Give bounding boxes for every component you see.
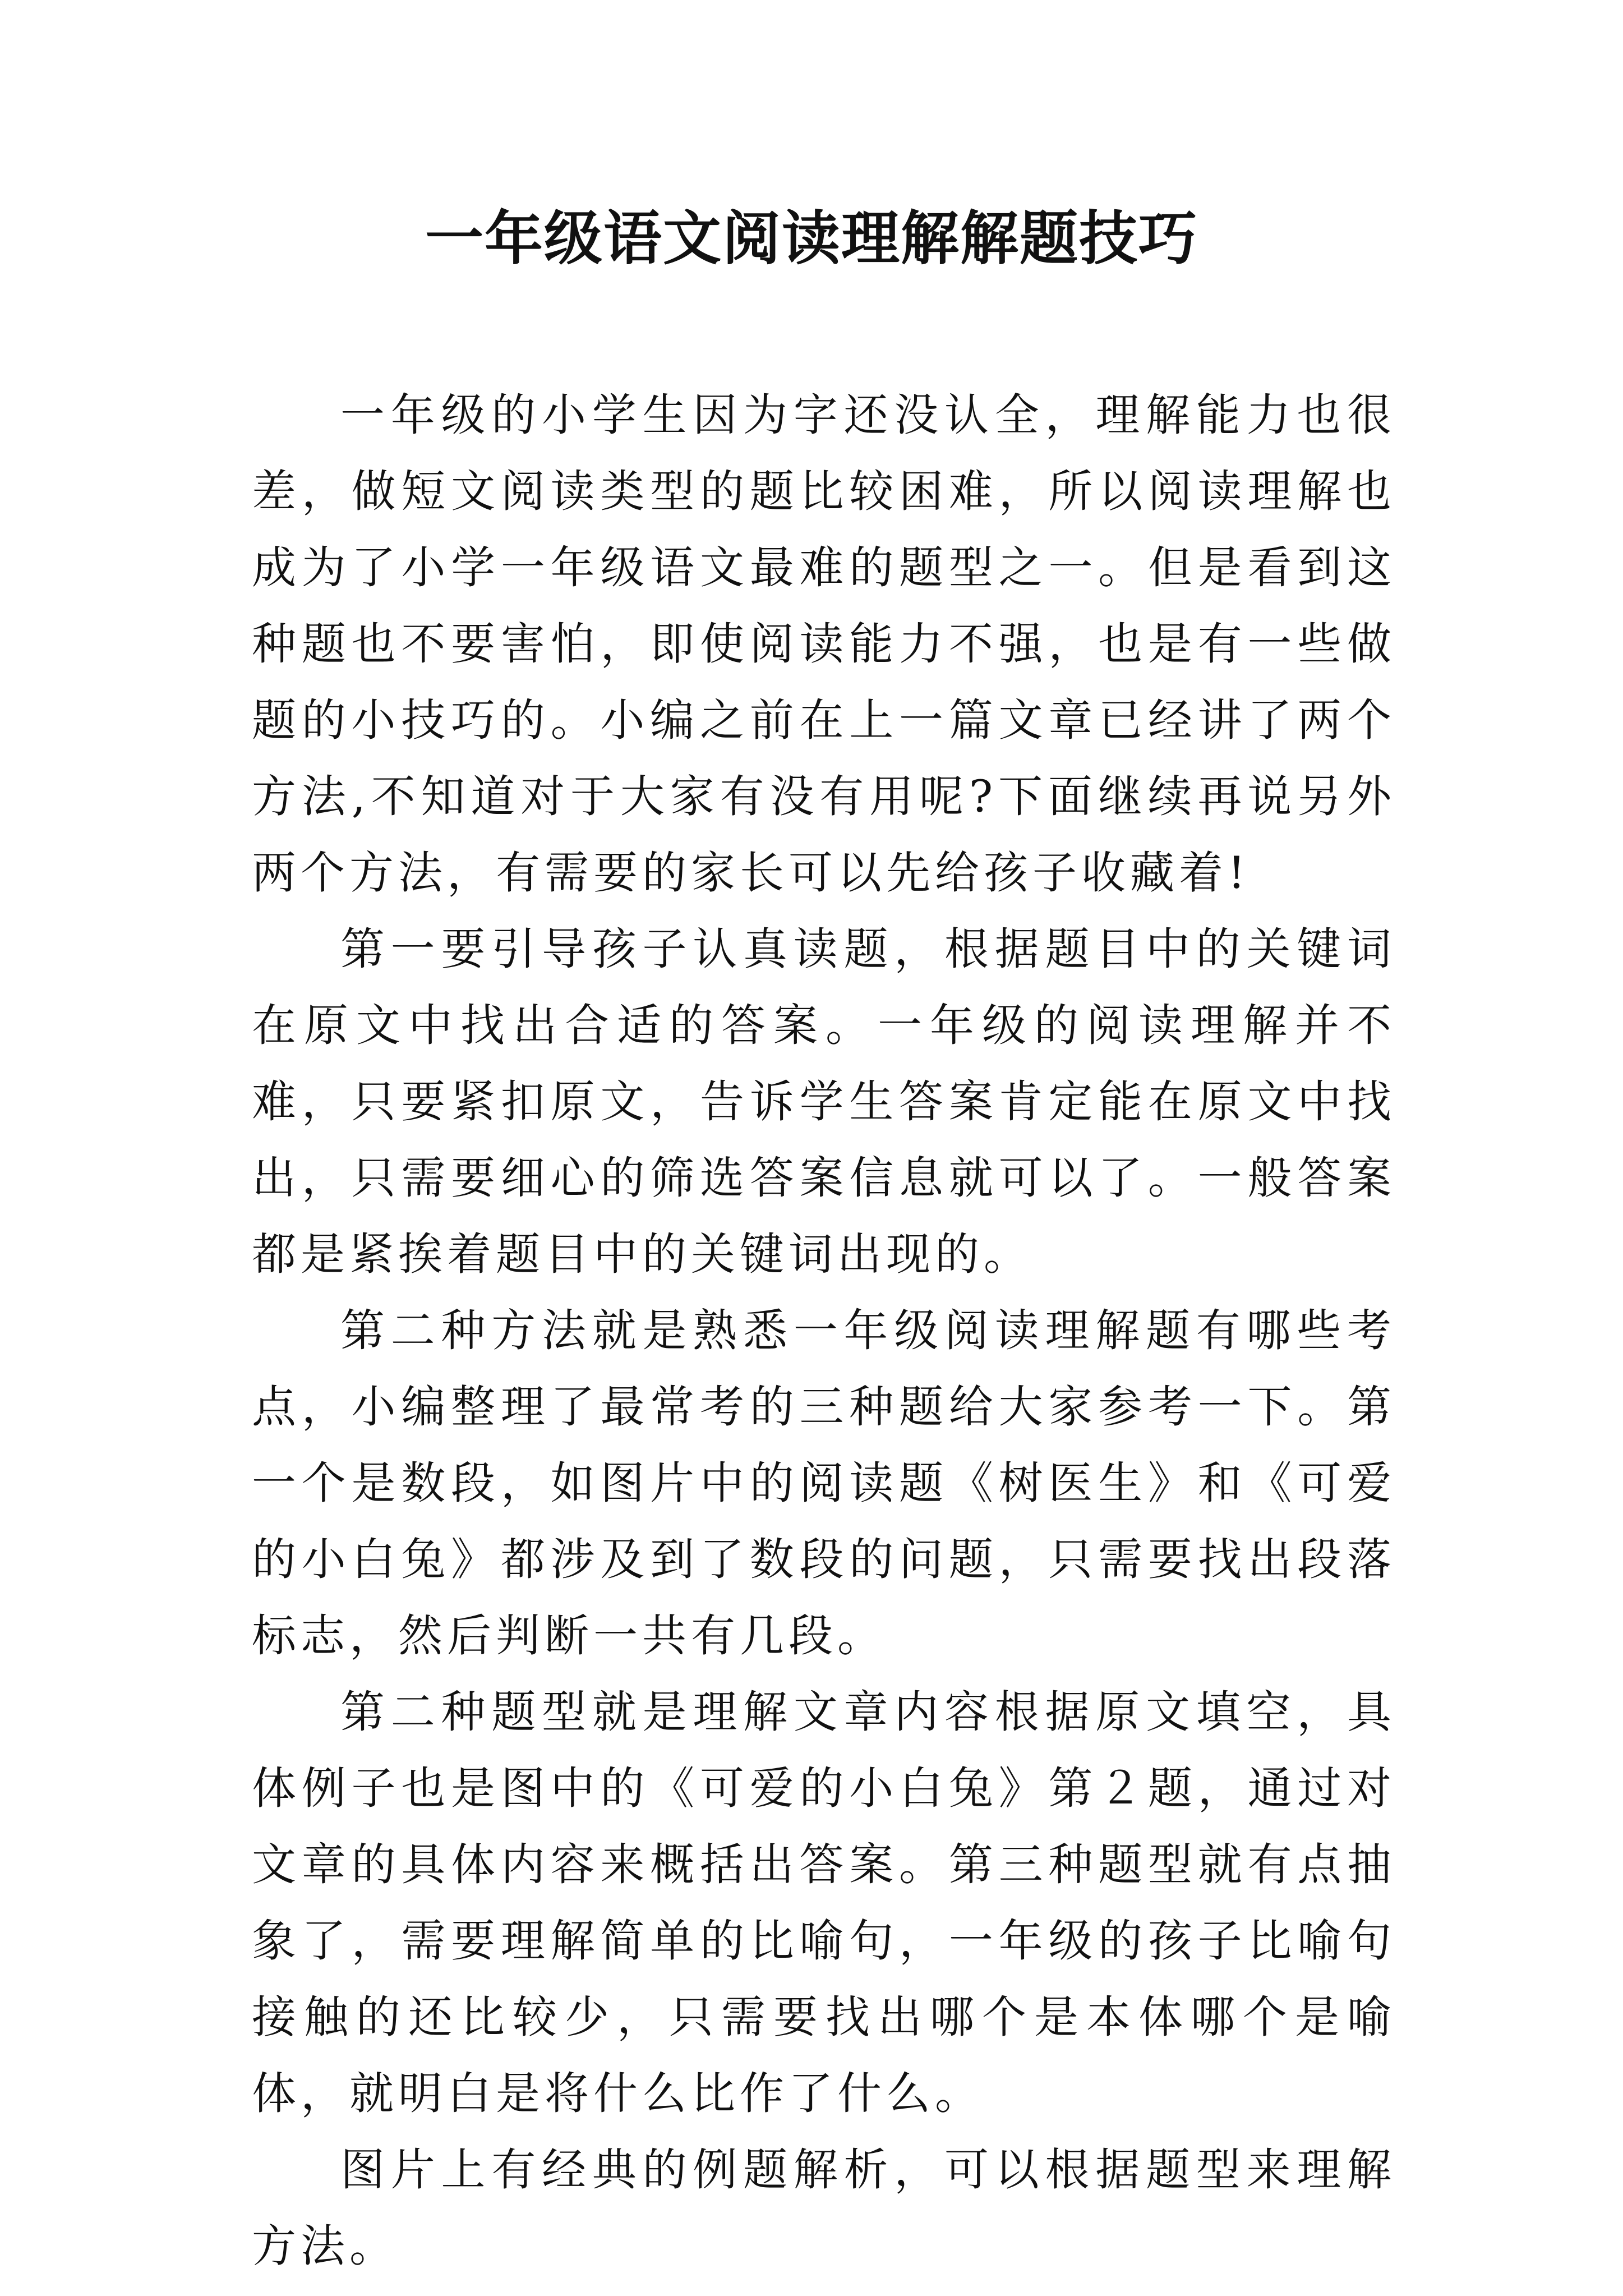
paragraph-intro: 一年级的小学生因为字还没认全，理解能力也很差，做短文阅读类型的题比较困难，所以阅读理解也成为了小学一年级语文最难的题型之一。但是看到这种题也不要害怕，即使阅读能力不强，也是有一些做题的小技巧的。小编之前在上一篇文章已经讲了两个方法,不知道对于大家有没有用呢?下面继续再说另外两个方法，有需要的家长可以先给孩子收藏着! xyxy=(252,389,1396,899)
paragraph-closing: 图片上有经典的例题解析，可以根据题型来理解方法。 xyxy=(252,2144,1396,2272)
document-title: 一年级语文阅读理解解题技巧 xyxy=(425,204,1198,273)
document-body xyxy=(252,377,1396,2284)
paragraph-question-types: 第二种题型就是理解文章内容根据原文填空，具体例子也是图中的《可爱的小白兔》第２题，通过对文章的具体内容来概括出答案。第三种题型就有点抽象了，需要理解简单的比喻句，一年级的孩子比喻句接触的还比较少，只需要找出哪个是本体哪个是喻体，就明白是将什么比作了什么。 xyxy=(252,1686,1396,2119)
paragraph-method-one: 第一要引导孩子认真读题，根据题目中的关键词在原文中找出合适的答案。一年级的阅读理解并不难，只要紧扣原文，告诉学生答案肯定能在原文中找出，只需要细心的筛选答案信息就可以了。一般答案都是紧挨着题目中的关键词出现的。 xyxy=(252,923,1396,1280)
paragraph-method-two: 第二种方法就是熟悉一年级阅读理解题有哪些考点，小编整理了最常考的三种题给大家参考一下。第一个是数段，如图片中的阅读题《树医生》和《可爱的小白兔》都涉及到了数段的问题，只需要找出段落标志，然后判断一共有几段。 xyxy=(252,1305,1396,1662)
